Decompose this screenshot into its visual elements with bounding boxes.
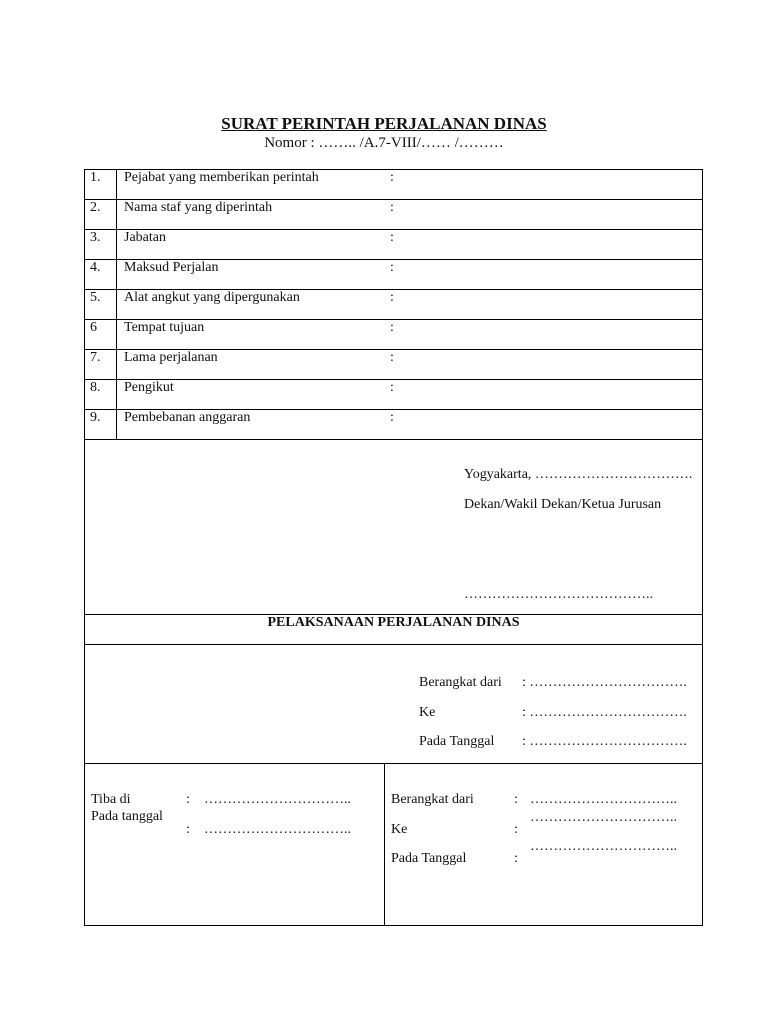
section-bottom-rule [84, 644, 703, 645]
arrival-colon: : [186, 792, 190, 807]
departure-from-value: : ……………………………. [522, 675, 687, 690]
field-colon: : [390, 290, 394, 305]
fields-bottom-rule [84, 439, 703, 440]
return-from-label: Berangkat dari [391, 792, 474, 807]
field-number: 6 [90, 320, 97, 335]
field-number: 7. [90, 350, 101, 365]
field-label: Nama staf yang diperintah [124, 200, 273, 215]
arrival-label: Tiba di [91, 792, 131, 807]
return-from-colon: : [514, 792, 518, 807]
document-number: Nomor : …….. /A.7-VIII/…… /……… [264, 135, 504, 151]
bottom-column-divider [384, 763, 385, 926]
field-colon: : [390, 350, 394, 365]
departure-to-value: : ……………………………. [522, 705, 687, 720]
field-number: 2. [90, 200, 101, 215]
arrival-value: ………………………….. [204, 792, 351, 807]
field-label: Jabatan [124, 230, 166, 245]
arrival-date-label: Pada tanggal [91, 809, 163, 824]
field-colon: : [390, 380, 394, 395]
field-label: Tempat tujuan [124, 320, 205, 335]
field-label: Alat angkut yang dipergunakan [124, 290, 300, 305]
field-number: 5. [90, 290, 101, 305]
field-colon: : [390, 170, 394, 185]
return-date-colon: : [514, 851, 518, 866]
field-number: 3. [90, 230, 101, 245]
arrival-date-colon: : [186, 822, 190, 837]
departure-to-label: Ke [419, 705, 436, 720]
signer-line: ………………………………….. [464, 587, 653, 602]
arrival-date-value: ………………………….. [204, 822, 351, 837]
field-label: Pengikut [124, 380, 174, 395]
field-label: Pejabat yang memberikan perintah [124, 170, 319, 185]
return-value-1: ………………………….. [530, 792, 677, 807]
field-label: Pembebanan anggaran [124, 410, 251, 425]
departure-from-label: Berangkat dari [419, 675, 502, 690]
place-date: Yogyakarta, ……………………………. [464, 467, 693, 482]
return-to-colon: : [514, 822, 518, 837]
departure-date-label: Pada Tanggal [419, 734, 495, 749]
field-colon: : [390, 230, 394, 245]
return-to-label: Ke [391, 822, 408, 837]
bottom-split-rule [84, 763, 703, 764]
signer-role: Dekan/Wakil Dekan/Ketua Jurusan [464, 497, 662, 512]
number-column-divider [116, 169, 117, 439]
field-label: Lama perjalanan [124, 350, 218, 365]
field-colon: : [390, 200, 394, 215]
field-colon: : [390, 410, 394, 425]
field-label: Maksud Perjalan [124, 260, 219, 275]
return-value-2: ………………………….. [530, 810, 677, 825]
departure-date-value: : ……………………………. [522, 734, 687, 749]
section-title: PELAKSANAAN PERJALANAN DINAS [267, 615, 520, 630]
field-number: 4. [90, 260, 101, 275]
document-title: SURAT PERINTAH PERJALANAN DINAS [221, 114, 547, 133]
field-number: 9. [90, 410, 101, 425]
return-value-3: ………………………….. [530, 839, 677, 854]
field-colon: : [390, 320, 394, 335]
field-colon: : [390, 260, 394, 275]
field-number: 8. [90, 380, 101, 395]
return-date-label: Pada Tanggal [391, 851, 467, 866]
field-number: 1. [90, 170, 101, 185]
